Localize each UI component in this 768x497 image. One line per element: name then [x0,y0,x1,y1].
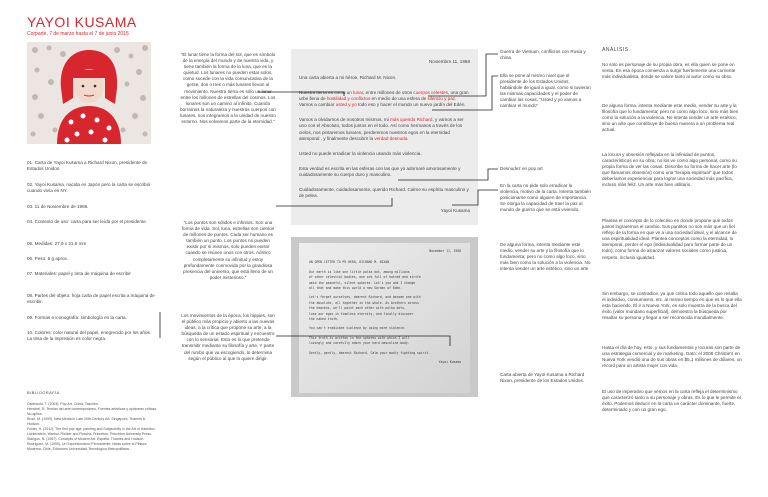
meta-item-05: 05. Medidas: 27,9 x 21,6 mm [27,241,87,246]
typed-letter-line: the heavens, we'll paint each other with polka dots, [309,306,406,311]
typed-letter-line: the naked truth. [309,317,339,322]
meta-item-01: 01. Carta de Yayoi Kusama a Richard Nixon, presidente de Estados Unidos. [27,160,148,171]
analysis-paragraph: No solo es personaje de su propia obra, es ella quien se pone en venta. En esa época comienza a surgir fuertemente una corriente más individualista, donde se valore tanto al autor como su obra. [602,62,736,80]
typed-letter-line: amid the peaceful, silent spheres. Let's you and I change [309,280,416,285]
highlight-silencio: silencio y paz [427,96,456,102]
note-igual: Ella se pone al mismo nivel que el presidente de los Estados Unidos, hablándole de igual a igual, como si tuvieran las mismas capacidades y el poder de cambiar las cosas. "Usted y yo vamos a cambiar el mundo" [500,73,591,109]
typed-letter-line: the absolute, all together in the whole. As brothers across [309,300,419,305]
bibliography-entry: Stangos, N. (1987). Concepts of Modern Art. España, Thames and Hudson. [27,436,145,441]
connector-line [428,54,498,96]
analysis-paragraph: Hasta el día de hoy, esto, y sus fundamentos y locuras son parte de una estrategia comercial y de marketing. Dato: el 2008 Christie's en Nueva York vendió una de sus obras en $5,1 millones de dólares, un récord para un artista mujer con vida. [602,345,742,369]
analysis-paragraph: Sin embargo, se contradice, ya que critica todo aquello que resalta el individuo, consumismo, etc. al mismo tiempo en que es lo que ella esta haciendo. El ir a Nueva York, es solo muestra de la busca del éxito (valor mundano superficial), demuestra la búsqueda por resaltar su persona y llegar a ser reconocida mundialmente. [602,291,742,321]
connector-line [276,198,392,206]
analysis-paragraph: La locura y obsesión reflejada en la infinidad de puntos, característicos en su obra, no los ve como algo personal, como su propia forma de ver las cosas. Describe su forma de hacer arte (lo que llamamos obsesión) como una "terapia espiritual" que todos deberíamos experienciar para lograr una sociedad más pacífica, incluso más feliz. Un arte más bien utilitario. [602,152,737,188]
note-vietnam: Guerra de Vietnam, conflictos con Rusia y china. [500,49,586,61]
connector-line [258,92,344,96]
letter-intro: Una carta abierta a mi héroe, Richard M. Nixon. [299,75,397,80]
meta-item-08: 08. Partes del objeto: hoja carta de papel escrita a máquina de escribir. [27,293,155,304]
connector-line [398,169,498,180]
note-desnudez: Desnudez en pop art [500,166,543,171]
connector-line [452,190,498,205]
analysis-heading: ANÁLISIS [602,47,629,53]
quote-movimientos: Los movimientos de la época, los hippies, son el público más propicio y abierto a las nuevas ideas, a la crítica que propone su arte, a la búsqueda de un estado espiritual y encuentro con lo sensorial. Esto es lo que pretende transmitir mediante su filosofía y arte. Y parte del rumbo que va escogiendo, lo determina según el público al que lo quiere dirigir. [181,313,275,361]
meta-item-04: 04. Contexto de uso: carta para ser leída por el presidente. [27,219,148,224]
meta-item-09: 09. Formas e iconografía: simbología en la carta. [27,315,127,320]
typed-letter-line: lovingly and carefully adorn your hard masculine body. [309,341,410,346]
letter-date: Noviembre 11, 1968 [428,59,470,64]
highlight-cuerpos: cuerpos celestes [413,90,448,96]
note-vender-arte: De alguna forma, intenta mediante este medio, vender su arte y la filosofía que lo fundamenta; pero no como algo loco, sino más bien como la solución a la violencia. No intenta vender un arte estético, sino un arte [500,242,591,272]
highlight-querido: más querido Richard [390,117,433,123]
page-title: YAYOI KUSAMA [27,14,137,30]
typed-letter-line: all that and make this world a new Garden of Eden. [309,286,403,291]
bibliography-entry: Foster, H. (2012). The first pop age: painting and Subjectivity in the Art of Hamilton, Lichtenstein, Warhol, Richter and Ruscha. Princeton, Princeton University Press. [27,427,156,436]
note-caption: Carta abierta de Yayoi Kusama a Richard Nixon, presidente de los Estados Unidos. [500,372,585,384]
highlight-lunar: lunar [353,90,364,96]
meta-item-02: 02. Yayoi Kusama, nacida en Japón pero la carta se escribió cuando vivía en NY. [27,182,151,193]
analysis-paragraph: De alguna forma, intenta mediante este medio, vender su arte y la filosofía que lo fundamenta; pero no como algo loco, sino más bien como la solución a la violencia. No intenta vender un arte estético, sino un arte que contribuye de buena manera a un problema real actual. [602,103,739,133]
typed-letter-line: You can't eradicate violence by using more violence. [309,326,406,331]
typed-letter-date: November 11, 1968 [429,249,461,253]
meta-item-06: 06. Peso: 5 g aprox. [27,256,69,261]
highlight-usted: usted y yo [335,102,357,108]
note-violencia: En la carta no pide solo erradicar la violencia, motivo de la carta. Intenta también posicionarse como alguien de importancia. Se otorga la capacidad de traer la paz al mundo de guerra que se está viviendo. [500,183,591,213]
typed-letter-line: AN OPEN LETTER TO MY HERO, RICHARD M. NIXON [309,260,390,265]
bibliography-heading: BIBLIOGRAFÍA [27,390,60,395]
typed-letter-line: of other celestial bodies, one orb full of hatred and strife [309,275,421,280]
bibliography-entry: Osterwold, T. (2003). Pop Art. China, Taschen. [27,402,99,406]
typed-letter-signature: Yayoi Kusama [438,360,461,365]
connector-line [432,76,498,110]
highlight-verdad: verdad desnuda [374,135,408,141]
meta-item-03: 03. 11 de Noviembre de 1968. [27,204,89,209]
letter-paragraph-1: Nuestra tierra es como un lunar, entre millones de otros cuerpos celestes, una gran urbe llena de hostilidad y conflictos en medio de una esfera de silencio y paz. Vamos a cambiar usted y yo todo eso y hacer el mundo un nuevo jardín del Edén. [299,90,469,108]
bibliography-entry: Rush, M. (1999). New Media in Late 20th-Century Art. Singapore, Thames & Hudson. [27,417,146,426]
letter-signature: Yayoi Kusama [440,208,470,214]
analysis-paragraph: El uso de imperativo que vemos en la carta refleja el determinismo que caracterizó tanto a su personaje y obras. Es lo que le permite el éxito. Podemos deducir en la carta un carácter dominante, fuerte, determinado y con un gran ego. [602,389,741,413]
bibliography-entry: Rodríguez, M. (1999). Un Expresionismo Permanente. Ideas sobre la Pintura Moderna. Chile, Ediciones Universidad Tecnológica Metropolitana. [27,442,147,451]
analysis-paragraph: Plantea el concepto de lo colectivo en donde propone que todos juntos lograremos el cambio. Sus puntitos no son más que un fiel reflejo de la forma en que ve a una sociedad ideal, y el alcance de una espiritualidad ideal. Plantea conceptos como la eternidad, lo atemporal, perder el ego (individualidad para formar parte de un todo), como forma de alcanzar valores sociales como justicia, respeto, inclusio igualdad. [602,218,737,260]
quote-lunar: "El lunar tiene la forma del sol, que es símbolo de la energía del mundo y de nuestra vida, y tiene también la forma de la luna, que es la quietud. Los lunares no pueden estar solos, como sucede con la vida comunicativa de la gente, dos o tres o más lunares llevan al movimiento. Nuestra tierra es sólo un lunar entre los millones de estrellas del cosmos. Los lunares son un camino al infinito. Cuando borramos la naturaleza y nuestros cuerpos con lunares, nos integramos a la unidad de nuestro entorno. Nos volvemos parte de la eternidad." [180,52,276,125]
typed-letter-line: lose our egos in timeless eternity, and finally discover [309,311,414,316]
connector-line [276,336,450,346]
letter-paragraph-3: Usted no puede erradicar la violencia usando más violencia. [299,150,422,156]
quote-puntos: "Los puntos son sólidos e infinitos. Son una forma de vida. Sol, luna, estrellas son cientos de millones de puntos. Cada ser humano es también un punto. Los puntos no pueden existir por sí mismos, solo pueden existir cuando se reúnen unos con otros. Admiro completamente su infinitud y estoy profundamente conmovida por la grandiosa presencia del universo, que está lleno de un poder misterioso." [181,220,275,280]
letter-paragraph-4: Esta verdad es escrita en las esferas con las que yo adornaré amorosamente y cuidadosamente su cuerpo duro y masculino. [299,165,461,177]
typed-letter-line: Gently, gently, dearest Richard. Calm your manly fighting spirit. [309,350,431,355]
letter-paragraph-5: Cuidadosamente, cuidadosamente, querido Richard. Calme su espíritu masculino y de pelea. [299,187,469,199]
meta-item-10: 10. Colores: color natural del papel, enegrecido por los años. La tinta de la impresión es color negra. [27,330,152,341]
letter-paragraph-2: Vamos a olvidarnos de nosotros mismos, mi más querido Richard, y vamos a ser uno con el Absoluto, todos juntos en el todo. Así como hermanos a través de los cielos, nos pintaremos lunares, perderemos nuestros egos en la eternidad atemporal , y finalmente descubrir la verdad desnuda. [299,117,464,141]
typed-letter-line: This truth is written in the spheres with which I will [309,335,410,340]
typed-letter-line: Let's forget ourselves, dearest Richard, and become one with [309,295,421,300]
bibliography-entry: Hendriel, R. Teorías del arte contemporáneo. Fuentes artísticas y opiniones críticas. No aplica. [27,407,158,416]
meta-item-07: 07. Materiales: papel y tinta de máquina de escribir [27,271,131,276]
typed-letter-line: Our earth is like one little polka dot, among millions [309,269,410,274]
page-subtitle: Corparte, 7 de marzo hasta el 7 de junio 2015 [27,31,129,37]
highlight-hostilidad: hostilidad y conflictos [326,96,371,102]
